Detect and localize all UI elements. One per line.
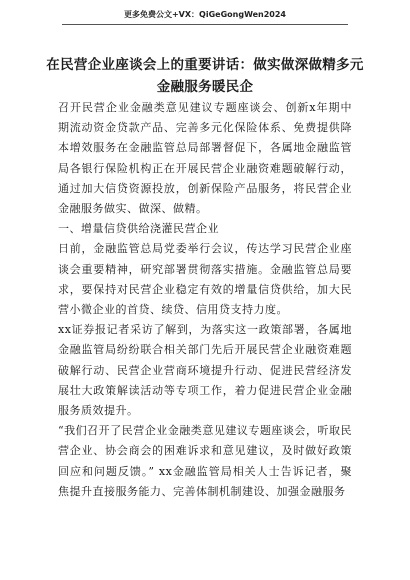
paragraph-3: xx证券报记者采访了解到，为落实这一政策部署，各属地金融监管局纷纷联合相关部门先后开展民营企业融资难题破解行动、民营企业营商环境提升行动、促进民营经济发展壮大政策解读活动等专项工作，着力促进民营企业金融服务质效提升。 [58,323,352,418]
paragraph-2: 日前，金融监管总局党委举行会议，传达学习民营企业座谈会重要精神，研究部署贯彻落实措施。金融监管总局要求，要保持对民营企业稳定有效的增量信贷供给，加大民营小微企业的首贷、续贷、信用贷支持力度。 [58,242,352,317]
document-title [40,54,370,98]
page-header: 更多免费公文+VX：QiGeGongWen2024 [123,10,286,19]
document-body [58,98,352,502]
title-line-2: 金融服务暖民企 [156,79,254,95]
paragraph-intro: 召开民营企业金融类意见建议专题座谈会、创新x年期中期流动资金贷款产品、完善多元化保险体系、免费提供降本增效服务在金融监管总局部署督促下，各属地金融监管局各银行保险机构正在开展民营企业融资难题破解行动，通过加大信贷资源投放，创新保险产品服务，将民营企业金融服务做实、做深、做精。 [58,101,352,216]
title-line-1: 在民营企业座谈会上的重要讲话：做实做深做精多元 [46,57,364,73]
section-heading-1: 一、增量信贷供给浇灌民营企业 [58,222,219,236]
header-divider [62,24,348,25]
paragraph-4: “我们召开了民营企业金融类意见建议专题座谈会，听取民营企业、协会商会的困难诉求和意见建议，及时做好政策回应和问题反馈。” xx金融监管局相关人士告诉记者，聚焦提升直接服务能力、完善体制机制建设、加强金融服务 [58,424,352,498]
